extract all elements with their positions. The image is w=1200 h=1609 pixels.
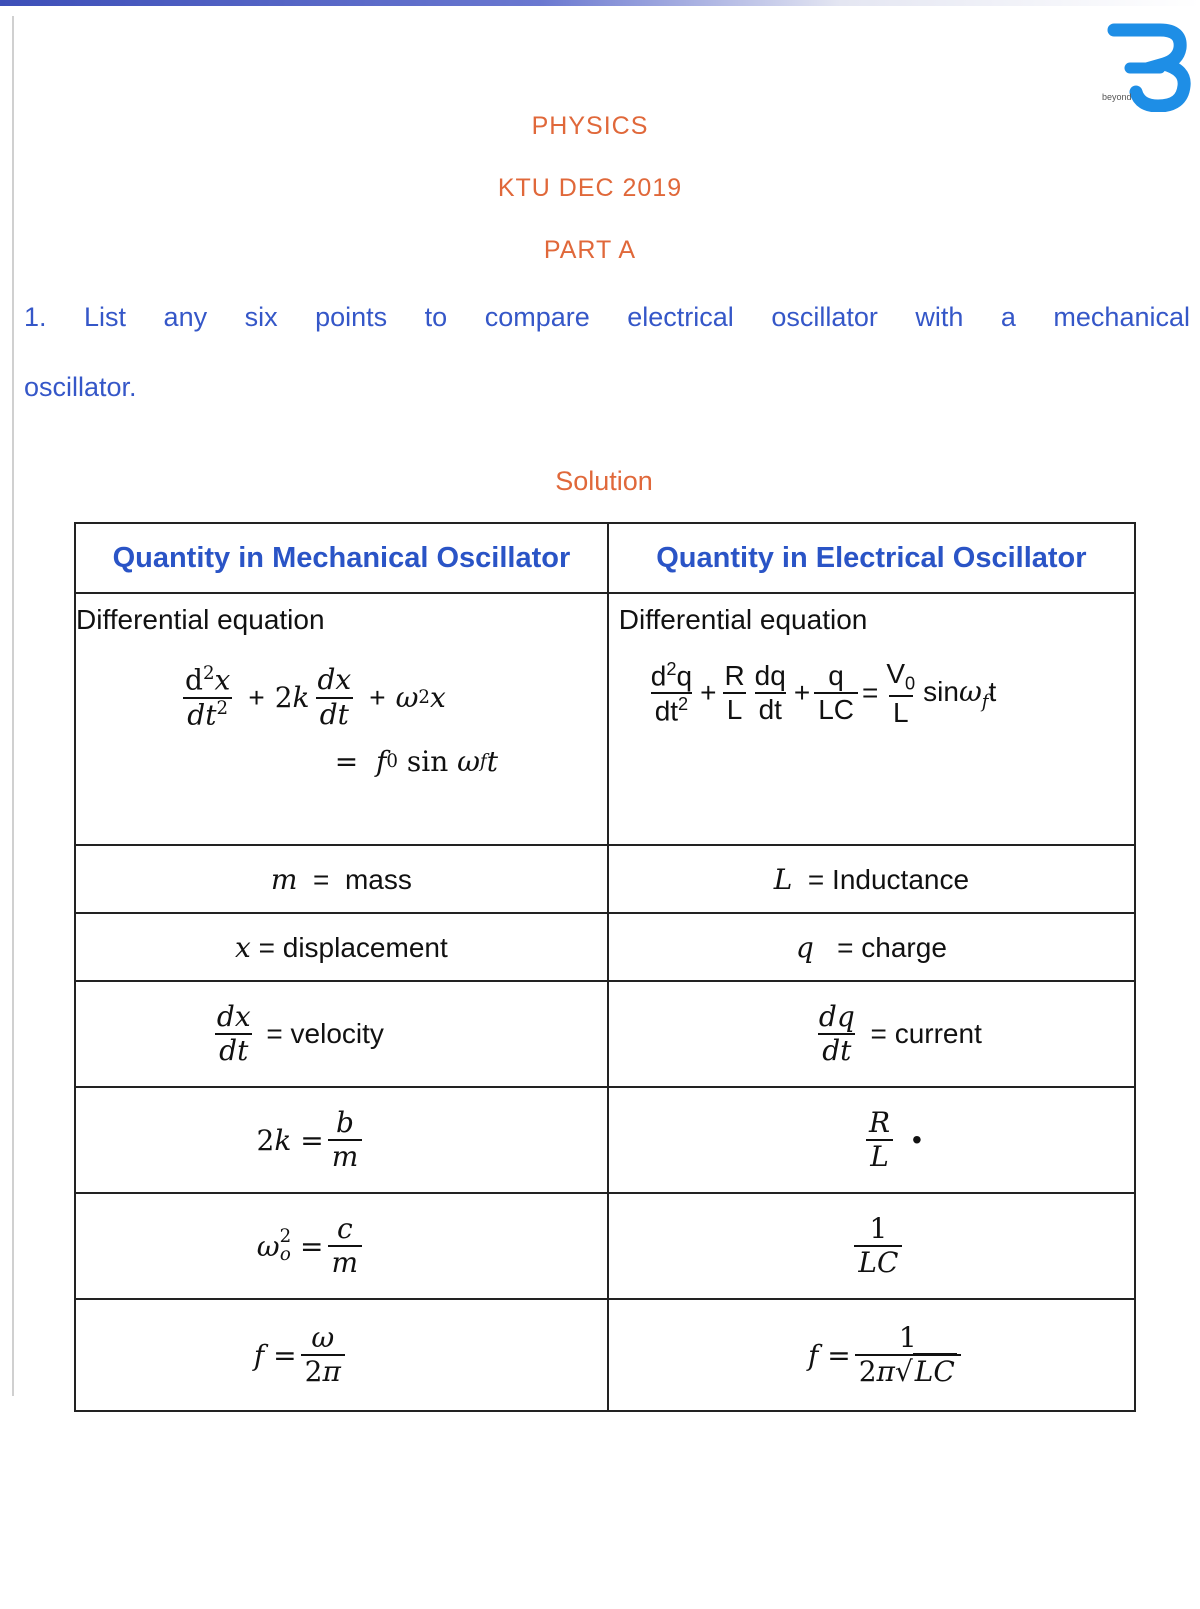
mech-velocity-cell: $\frac{dx}{dt}$ = velocity [75,981,608,1087]
mech-natural-freq-cell: ω 2 o = $\frac{c}{m}$ [75,1193,608,1299]
mech-mass-label: mass [344,863,412,895]
left-margin-rule [12,16,14,1396]
exam-heading: KTU DEC 2019 [497,174,683,202]
mech-diff-eq-cell [75,593,608,845]
mech-diff-equation: $\frac{d^2x}{dt^2}$ + 2k $\frac{dx}{dt}$ + ω 2 x [185,663,446,731]
mech-displacement-cell: x = displacement [75,913,608,981]
elec-frequency-cell: f = $\frac{1}{2\pi√LC}$ [608,1299,1135,1411]
mech-diff-eq-label: Differential equation [76,604,325,635]
logo-text: beyond [1102,92,1132,102]
table-header-row [75,523,1135,593]
table-row [75,1299,1135,1411]
mech-diff-equation-rhs: = f 0 sin ω f t [334,745,499,779]
question-line-1: 1. List any six points to compare electrical oscillator with a mechanical [24,302,1190,332]
question-line-2: oscillator. [24,372,137,402]
elec-inductance-cell: L = Inductance [608,845,1135,913]
mech-damping-cell: 2k = $\frac{b}{m}$ [75,1087,608,1193]
comparison-table [74,522,1136,1412]
elec-diff-eq-label: Differential equation [618,604,868,635]
part-heading: PART A [543,236,637,264]
table-row [75,845,1135,913]
table-row [75,1087,1135,1193]
elec-current-cell: $\frac{dq}{dt}$ = current [608,981,1135,1087]
elec-diff-eq-cell [608,593,1135,845]
table-row [75,593,1135,845]
header-mechanical: Quantity in Mechanical Oscillator [75,523,608,593]
mech-displacement-label: displacement [282,931,448,963]
table-row [75,913,1135,981]
elec-diff-equation: $\frac{d^2q}{dt^2}$ + $\frac{R}{L}$ $\frac{dq}{dt}$ + $\frac{q}{LC}$ = $\frac{V_0}{L}$ sinω$_f$t [650,658,997,728]
elec-natural-freq-cell: $\frac{1}{LC}$ [608,1193,1135,1299]
subject-heading: PHYSICS [531,112,649,140]
solution-heading: Solution [555,466,653,496]
top-color-strip [0,0,1200,6]
mech-mass-cell: m = mass [75,845,608,913]
table-row [75,981,1135,1087]
elec-damping-cell: $\frac{R}{L}$ • [608,1087,1135,1193]
elec-charge-cell: q = charge [608,913,1135,981]
elec-inductance-label: Inductance [832,863,970,895]
mech-velocity-label: velocity [290,1018,384,1049]
header-electrical: Quantity in Electrical Oscillator [608,523,1135,593]
elec-current-label: current [894,1018,982,1049]
elec-charge-label: charge [861,931,947,963]
table-row [75,1193,1135,1299]
mech-frequency-cell: f = $\frac{\omega}{2\pi}$ [75,1299,608,1411]
